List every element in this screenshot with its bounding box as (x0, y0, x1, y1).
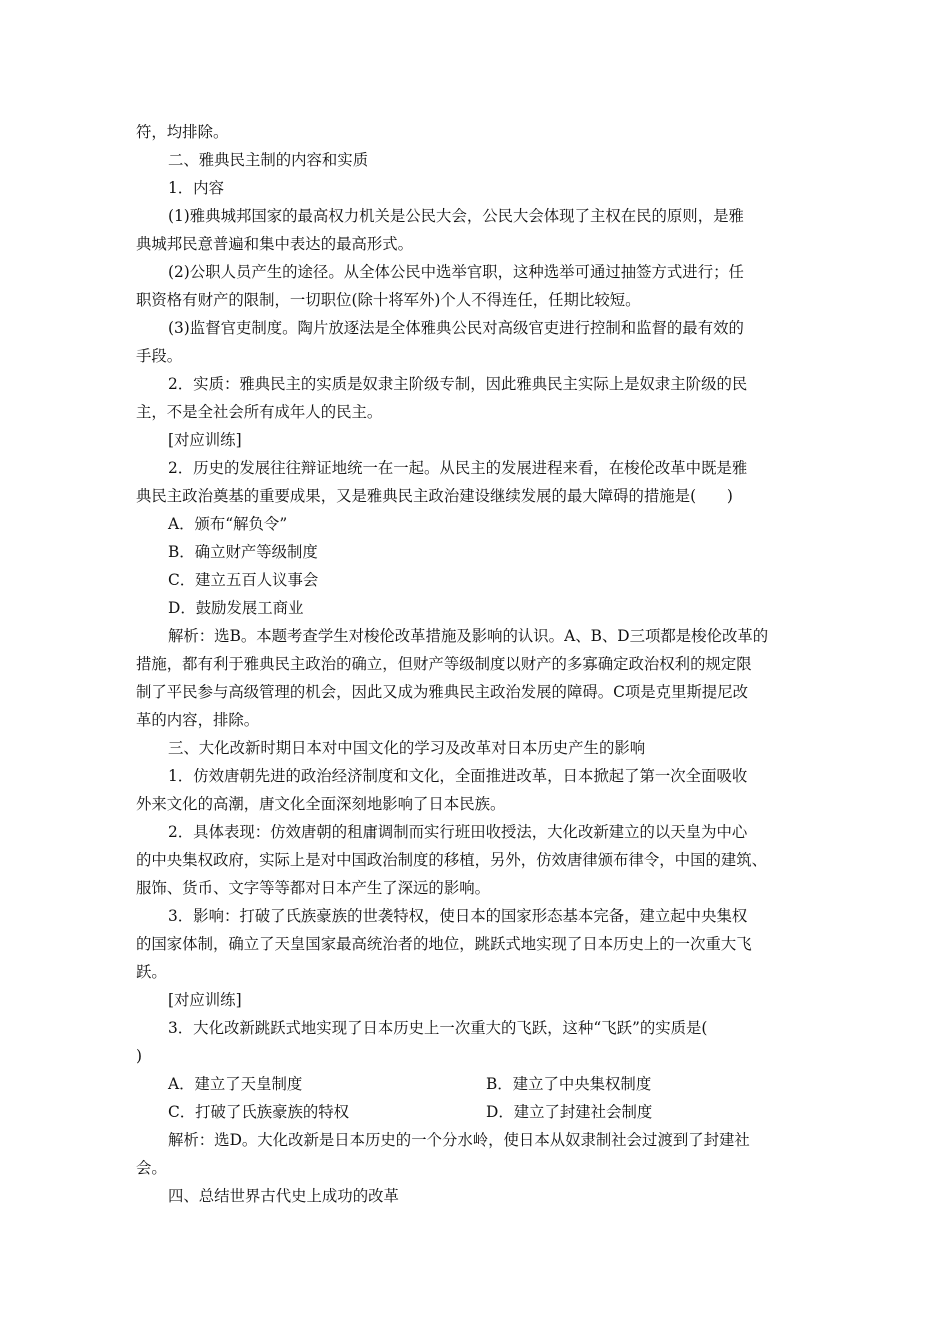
option-c: C．打破了氏族豪族的特权 (168, 1103, 350, 1121)
section-heading-2: 二、雅典民主制的内容和实质 (168, 151, 369, 169)
option-a: A．建立了天皇制度 (168, 1075, 303, 1093)
text-line: 外来文化的高潮，唐文化全面深刻地影响了日本民族。 (136, 795, 506, 813)
text-line: 的国家体制，确立了天皇国家最高统治者的地位，跳跃式地实现了日本历史上的一次重大飞 (136, 935, 752, 953)
text-line: 措施，都有利于雅典民主政治的确立，但财产等级制度以财产的多寡确定政治权利的规定限 (136, 655, 752, 673)
question-3-cont: ) (136, 1047, 143, 1065)
text-line: 1．仿效唐朝先进的政治经济制度和文化，全面推进改革，日本掀起了第一次全面吸收 (168, 767, 748, 785)
section-heading-3: 三、大化改新时期日本对中国文化的学习及改革对日本历史产生的影响 (168, 739, 646, 757)
option-d: D．建立了封建社会制度 (486, 1103, 653, 1121)
option-a: A．颁布“解负令” (168, 515, 288, 533)
text-line: 制了平民参与高级管理的机会，因此又成为雅典民主政治发展的障碍。C项是克里斯提尼改 (136, 683, 749, 701)
text-line: 典城邦民意普遍和集中表达的最高形式。 (136, 235, 414, 253)
answer-analysis: 解析：选B。本题考查学生对梭伦改革措施及影响的认识。A、B、D三项都是梭伦改革的 (168, 627, 769, 645)
text-line: 会。 (136, 1159, 167, 1177)
text-line: 的中央集权政府，实际上是对中国政治制度的移植，另外，仿效唐律颁布律令，中国的建筑、 (136, 851, 768, 869)
document-body (136, 118, 816, 1210)
question-2-cont: 典民主政治奠基的重要成果，又是雅典民主政治建设继续发展的最大障碍的措施是( ) (136, 487, 733, 505)
section-heading-4: 四、总结世界古代史上成功的改革 (168, 1187, 399, 1205)
text-line: 3．影响：打破了氏族豪族的世袭特权，使日本的国家形态基本完备，建立起中央集权 (168, 907, 748, 925)
option-c: C．建立五百人议事会 (168, 571, 319, 589)
text-line: 主，不是全社会所有成年人的民主。 (136, 403, 383, 421)
text-line: 手段。 (136, 347, 183, 365)
text-line: 2．实质：雅典民主的实质是奴隶主阶级专制，因此雅典民主实际上是奴隶主阶级的民 (168, 375, 748, 393)
practice-label: [对应训练] (168, 991, 242, 1009)
text-line: 职资格有财产的限制，一切职位(除十将军外)个人不得连任，任期比较短。 (136, 291, 641, 309)
text-line: (3)监督官吏制度。陶片放逐法是全体雅典公民对高级官吏进行控制和监督的最有效的 (168, 319, 744, 337)
text-line: 符，均排除。 (136, 123, 229, 141)
text-line: 跃。 (136, 963, 167, 981)
text-line: (1)雅典城邦国家的最高权力机关是公民大会，公民大会体现了主权在民的原则，是雅 (168, 207, 744, 225)
options-row-2 (136, 1098, 816, 1126)
option-b: B．确立财产等级制度 (168, 543, 318, 561)
answer-analysis: 解析：选D。大化改新是日本历史的一个分水岭，使日本从奴隶制社会过渡到了封建社 (168, 1131, 750, 1149)
text-line: 2．具体表现：仿效唐朝的租庸调制而实行班田收授法，大化改新建立的以天皇为中心 (168, 823, 748, 841)
text-line: 服饰、货币、文字等等都对日本产生了深远的影响。 (136, 879, 490, 897)
options-row-1 (136, 1070, 816, 1098)
question-3: 3．大化改新跳跃式地实现了日本历史上一次重大的飞跃，这种“飞跃”的实质是( (168, 1019, 708, 1037)
text-line: 革的内容，排除。 (136, 711, 260, 729)
option-d: D．鼓励发展工商业 (168, 599, 304, 617)
question-2: 2．历史的发展往往辩证地统一在一起。从民主的发展进程来看，在梭伦改革中既是雅 (168, 459, 748, 477)
subheading-content: 1．内容 (168, 179, 224, 197)
practice-label: [对应训练] (168, 431, 242, 449)
text-line: (2)公职人员产生的途径。从全体公民中选举官职，这种选举可通过抽签方式进行；任 (168, 263, 744, 281)
option-b: B．建立了中央集权制度 (486, 1075, 652, 1093)
